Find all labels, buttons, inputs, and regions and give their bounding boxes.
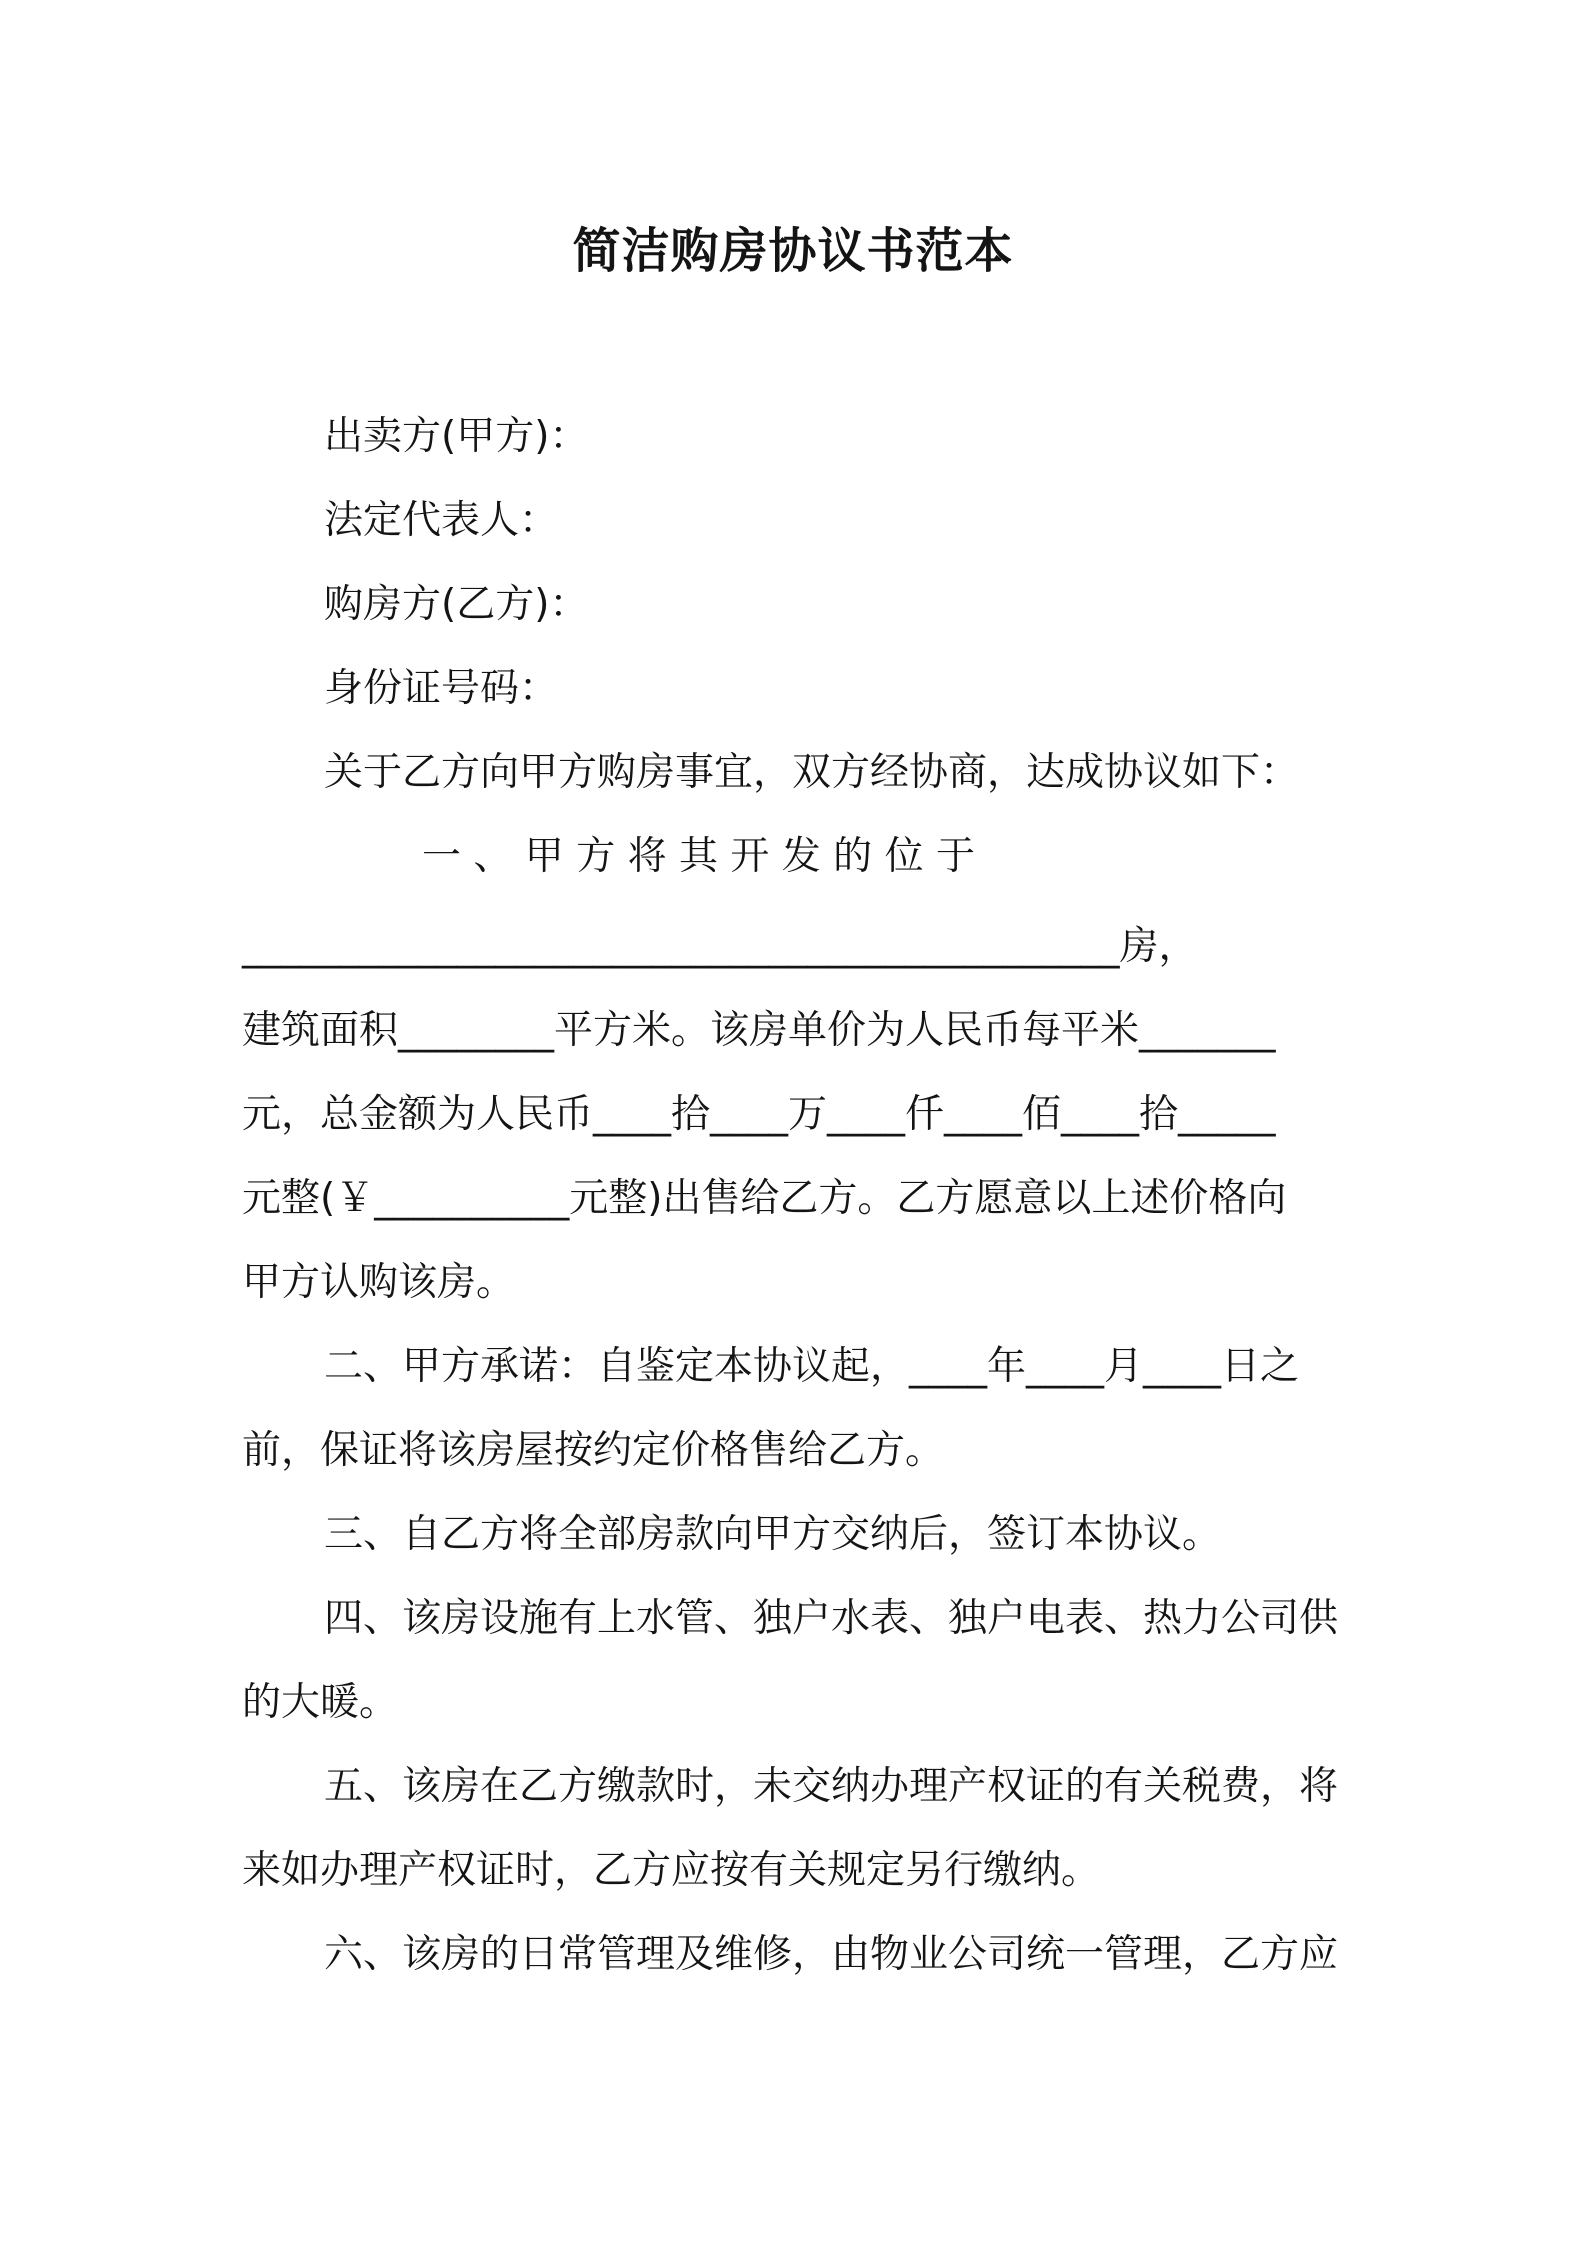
clause-5-line-2: 来如办理产权证时，乙方应按有关规定另行缴纳。 xyxy=(242,1848,1101,1893)
clause-5-line-1: 五、该房在乙方缴款时，未交纳办理产权证的有关税费，将 xyxy=(324,1764,1339,1809)
document-title: 简洁购房协议书范本 xyxy=(572,223,1014,279)
clause-4-line-2: 的大暖。 xyxy=(242,1680,399,1725)
clause-1-line-1: 一 、 甲 方 将 其 开 发 的 位 于 xyxy=(422,834,975,879)
clause-1-line-5: 元整(￥__________元整)出售给乙方。乙方愿意以上述价格向 xyxy=(242,1176,1287,1221)
clause-4-line-1: 四、该房设施有上水管、独户水表、独户电表、热力公司供 xyxy=(324,1596,1339,1641)
clause-1-line-2: _____________________________________________房， xyxy=(242,924,1198,969)
seller-line: 出卖方(甲方)： xyxy=(324,414,589,459)
id-number-line: 身份证号码： xyxy=(324,666,559,711)
clause-1-line-4: 元，总金额为人民币____拾____万____仟____佰____拾_____ xyxy=(242,1092,1276,1137)
clause-2-line-1: 二、甲方承诺：自鉴定本协议起，____年____月____日之 xyxy=(324,1344,1300,1389)
clause-3: 三、自乙方将全部房款向甲方交纳后，签订本协议。 xyxy=(324,1512,1222,1557)
clause-6-line-1: 六、该房的日常管理及维修，由物业公司统一管理，乙方应 xyxy=(324,1932,1339,1977)
clause-2-line-2: 前，保证将该房屋按约定价格售给乙方。 xyxy=(242,1428,945,1473)
clause-1-line-3: 建筑面积________平方米。该房单价为人民币每平米_______ xyxy=(242,1008,1276,1053)
clause-1-line-6: 甲方认购该房。 xyxy=(242,1260,516,1305)
intro-paragraph: 关于乙方向甲方购房事宜，双方经协商，达成协议如下： xyxy=(324,750,1300,795)
buyer-line: 购房方(乙方)： xyxy=(324,582,589,627)
legal-rep-line: 法定代表人： xyxy=(324,498,559,543)
